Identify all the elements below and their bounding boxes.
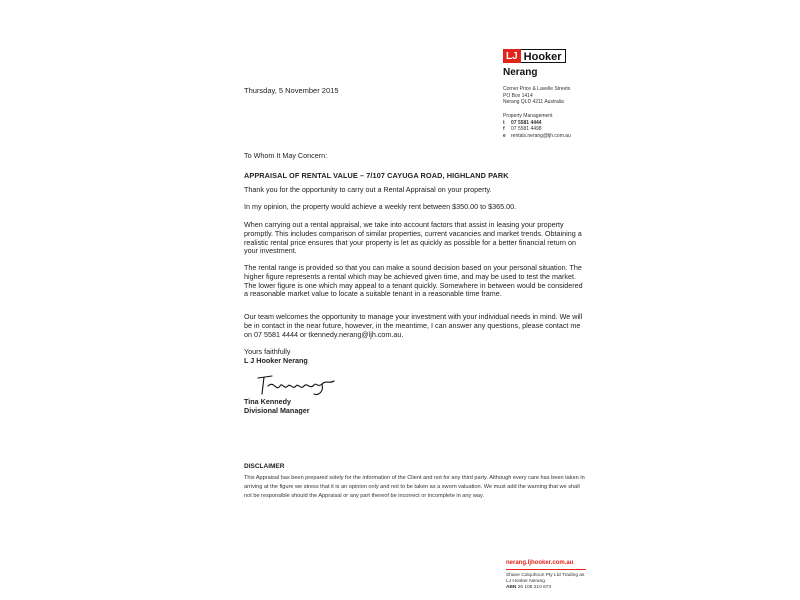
signer-title: Divisional Manager bbox=[244, 405, 310, 415]
lj-hooker-logo bbox=[503, 49, 566, 63]
logo-hooker-wordmark: Hooker bbox=[521, 49, 566, 63]
paragraph-4: The rental range is provided so that you can make a sound decision based on your personal situation. The higher figure represents a rental which may be achieved given time, and may be used to test the market. The lower figure is one which may appeal to a tenant quickly. Somewhere in between would be considered a reasonable market value to locate a suitable tenant in a reasonable time frame. bbox=[244, 263, 583, 299]
office-name: Nerang bbox=[503, 67, 538, 78]
footer-legal bbox=[506, 573, 584, 591]
footer-line-1: Shane Colquhoun Pty Ltd Trading as bbox=[506, 573, 585, 578]
closing-company: L J Hooker Nerang bbox=[244, 355, 308, 365]
paragraph-3: When carrying out a rental appraisal, we take into account factors that assist in leasing your property promptly. This includes comparison of similar properties, current vacancies and market trends. Obtaining a realistic rental price ensures that your property is let as quickly as possible for a better financial return on your investment. bbox=[244, 220, 582, 256]
closing: Yours faithfully bbox=[244, 347, 291, 356]
footer-abn bbox=[506, 585, 584, 591]
handwritten-signature bbox=[252, 372, 347, 398]
footer-line-2: LJ Hooker Nerang bbox=[506, 579, 545, 584]
office-address bbox=[503, 86, 570, 106]
letter-date: Thursday, 5 November 2015 bbox=[244, 86, 339, 95]
contact-block bbox=[503, 113, 571, 139]
email-label: e bbox=[503, 132, 506, 139]
address-line-2: PO Box 1414 bbox=[503, 92, 533, 99]
paragraph-2: In my opinion, the property would achieve a weekly rent between $350.00 to $365.00. bbox=[244, 202, 517, 211]
disclaimer-text: This Appraisal has been prepared solely for the information of the Client and not for any third party. Although every care has been taken in arriving at the figure we stress that it is an opinion only and not to be taken as a sworn valuation. We must add the warning that we shall not be responsible should the Appraisal or any part thereof be incorrect or incomplete in any way. bbox=[244, 475, 585, 499]
salutation: To Whom It May Concern: bbox=[244, 151, 328, 160]
logo-lj-mark: LJ bbox=[503, 49, 521, 63]
contact-dept: Property Management bbox=[503, 113, 553, 119]
closing-block bbox=[244, 348, 584, 366]
phone-value: 07 5581 4444 bbox=[511, 119, 542, 126]
fax-value: 07 5581 4498 bbox=[511, 126, 542, 132]
signer-name: Tina Kennedy bbox=[244, 397, 291, 406]
disclaimer-title: DISCLAIMER bbox=[244, 463, 285, 470]
footer-divider bbox=[506, 569, 586, 570]
paragraph-1: Thank you for the opportunity to carry out a Rental Appraisal on your property. bbox=[244, 185, 492, 194]
address-line-3: Nerang QLD 4211 Australia bbox=[503, 99, 564, 105]
phone-label: t bbox=[503, 119, 505, 126]
abn-label: ABN bbox=[506, 585, 517, 590]
fax-label: f bbox=[503, 126, 505, 132]
paragraph-5: Our team welcomes the opportunity to manage your investment with your individual needs in mind. We will be in contact in the near future, however, in the meantime, I can answer any questions, please contact me on 07 5581 4444 or tkennedy.nerang@ljh.com.au. bbox=[244, 312, 583, 339]
address-line-1: Corner Price & Lavelle Streets bbox=[503, 86, 571, 92]
signer-block bbox=[244, 398, 584, 416]
abn-value: 26 108 210 673 bbox=[517, 585, 552, 590]
email-value: rentals.nerang@ljh.com.au bbox=[511, 132, 571, 139]
footer-website: nerang.ljhooker.com.au bbox=[506, 560, 574, 566]
letter-heading: APPRAISAL OF RENTAL VALUE – 7/107 CAYUGA ROAD, HIGHLAND PARK bbox=[244, 171, 509, 180]
contact-email-row bbox=[503, 133, 571, 140]
